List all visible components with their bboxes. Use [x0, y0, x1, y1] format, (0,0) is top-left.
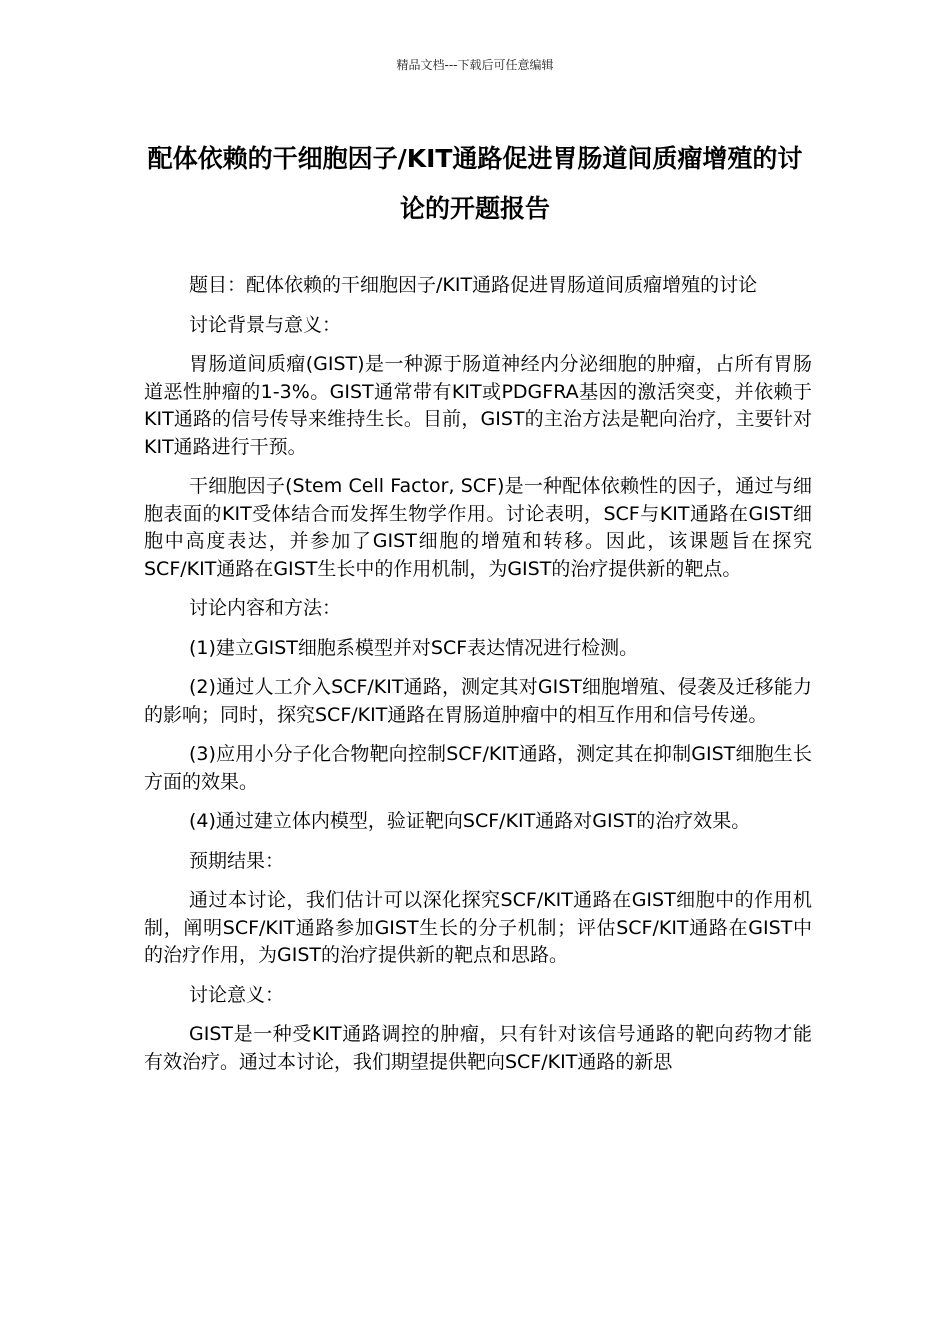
expected-results-paragraph: 通过本讨论，我们估计可以深化探究SCF/KIT通路在GIST细胞中的作用机制，阐明SCF/KIT通路参加GIST生长的分子机制；评估SCF/KIT通路在GIST中的治疗作用，为GIST的治疗提供新的靶点和思路。 [144, 889, 812, 966]
header-note: 精品文档---下载后可任意编辑 [396, 58, 554, 72]
document-title: 配体依赖的干细胞因子/KIT通路促进胃肠道间质瘤增殖的讨论的开题报告 [147, 144, 803, 223]
expected-results-heading: 预期结果： [189, 849, 285, 872]
document-body [144, 272, 812, 1088]
significance-heading: 讨论意义： [189, 983, 285, 1006]
method-item-4: (4)通过建立体内模型，验证靶向SCF/KIT通路对GIST的治疗效果。 [189, 810, 751, 832]
background-heading: 讨论背景与意义： [189, 313, 342, 336]
methods-heading: 讨论内容和方法： [189, 597, 342, 619]
background-paragraph-1: 胃肠道间质瘤(GIST)是一种源于肠道神经内分泌细胞的肿瘤，占所有胃肠道恶性肿瘤的1-3%。GIST通常带有KIT或PDGFRA基因的激活突变，并依赖于KIT通路的信号传导来维持生长。目前，GIST的主治方法是靶向治疗，主要针对KIT通路进行干预。 [144, 353, 812, 458]
significance-paragraph: GIST是一种受KIT通路调控的肿瘤，只有针对该信号通路的靶向药物才能有效治疗。通过本讨论，我们期望提供靶向SCF/KIT通路的新思 [144, 1023, 812, 1073]
method-item-3: (3)应用小分子化合物靶向控制SCF/KIT通路，测定其在抑制GIST细胞生长方面的效果。 [144, 743, 812, 793]
topic-paragraph: 题目：配体依赖的干细胞因子/KIT通路促进胃肠道间质瘤增殖的讨论 [189, 274, 758, 296]
method-item-1: (1)建立GIST细胞系模型并对SCF表达情况进行检测。 [189, 636, 639, 659]
method-item-2: (2)通过人工介入SCF/KIT通路，测定其对GIST细胞增殖、侵袭及迁移能力的影响；同时，探究SCF/KIT通路在胃肠道肿瘤中的相互作用和信号传递。 [144, 676, 812, 726]
background-paragraph-2: 干细胞因子(Stem Cell Factor, SCF)是一种配体依赖性的因子，通过与细胞表面的KIT受体结合而发挥生物学作用。讨论表明，SCF与KIT通路在GIST细胞中高度表达，并参加了GIST细胞的增殖和转移。因此，该课题旨在探究SCF/KIT通路在GIST生长中的作用机制，为GIST的治疗提供新的靶点。 [144, 475, 812, 580]
